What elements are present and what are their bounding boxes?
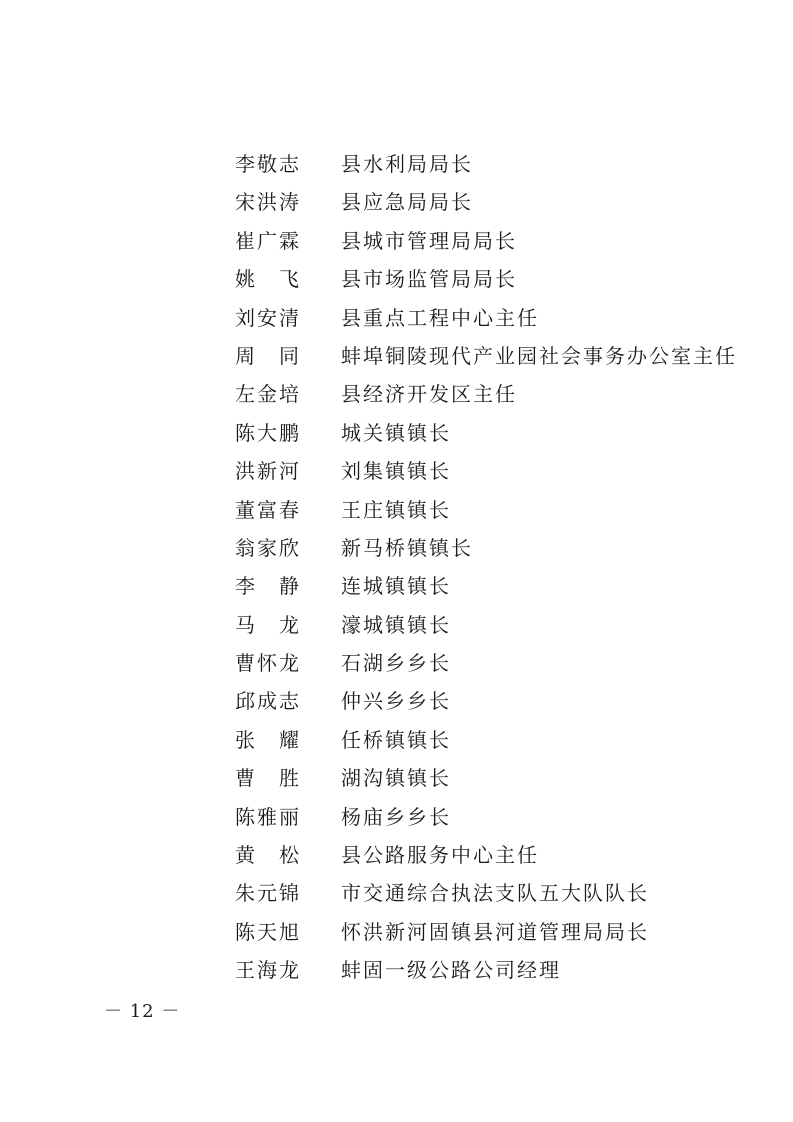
position-title: 县经济开发区主任	[341, 382, 517, 407]
person-name: 马 龙	[235, 612, 299, 637]
list-item	[235, 567, 755, 605]
person-name: 李 静	[235, 574, 299, 599]
position-title: 王庄镇镇长	[341, 497, 451, 522]
person-name: 崔 广 霖	[235, 228, 299, 253]
list-item	[235, 682, 755, 720]
person-name: 陈 天 旭	[235, 919, 299, 944]
position-title: 湖沟镇镇长	[341, 766, 451, 791]
person-name: 周 同	[235, 343, 299, 368]
list-item	[235, 491, 755, 529]
person-name: 曹 怀 龙	[235, 651, 299, 676]
person-name: 黄 松	[235, 843, 299, 868]
position-title: 杨庙乡乡长	[341, 804, 451, 829]
list-item	[235, 145, 755, 183]
list-item	[235, 529, 755, 567]
list-item	[235, 951, 755, 989]
position-title: 蚌固一级公路公司经理	[341, 958, 561, 983]
person-name: 左 金 培	[235, 382, 299, 407]
list-item	[235, 452, 755, 490]
list-item	[235, 913, 755, 951]
list-item	[235, 606, 755, 644]
position-title: 蚌埠铜陵现代产业园社会事务办公室主任	[341, 343, 737, 368]
position-title: 县应急局局长	[341, 190, 473, 215]
position-title: 县重点工程中心主任	[341, 305, 539, 330]
person-name: 刘 安 清	[235, 305, 299, 330]
position-title: 县公路服务中心主任	[341, 843, 539, 868]
position-title: 濠城镇镇长	[341, 612, 451, 637]
position-title: 连城镇镇长	[341, 574, 451, 599]
position-title: 县城市管理局局长	[341, 228, 517, 253]
position-title: 新马桥镇镇长	[341, 535, 473, 560]
list-item	[235, 874, 755, 912]
list-item	[235, 337, 755, 375]
list-item	[235, 644, 755, 682]
position-title: 县市场监管局局长	[341, 267, 517, 292]
position-title: 仲兴乡乡长	[341, 689, 451, 714]
position-title: 刘集镇镇长	[341, 459, 451, 484]
person-name: 王 海 龙	[235, 958, 299, 983]
person-name: 洪 新 河	[235, 459, 299, 484]
personnel-list	[235, 145, 755, 990]
person-name: 朱 元 锦	[235, 881, 299, 906]
position-title: 市交通综合执法支队五大队队长	[341, 881, 649, 906]
list-item	[235, 414, 755, 452]
list-item	[235, 721, 755, 759]
position-title: 怀洪新河固镇县河道管理局局长	[341, 919, 649, 944]
position-title: 任桥镇镇长	[341, 727, 451, 752]
person-name: 宋 洪 涛	[235, 190, 299, 215]
position-title: 县水利局局长	[341, 152, 473, 176]
list-item	[235, 260, 755, 298]
list-item	[235, 299, 755, 337]
person-name: 陈 雅 丽	[235, 804, 299, 829]
list-item	[235, 375, 755, 413]
person-name: 董 富 春	[235, 497, 299, 522]
person-name: 邱 成 志	[235, 689, 299, 714]
list-item	[235, 798, 755, 836]
list-item	[235, 759, 755, 797]
list-item	[235, 836, 755, 874]
list-item	[235, 183, 755, 221]
person-name: 陈 大 鹏	[235, 420, 299, 445]
person-name: 姚 飞	[235, 267, 299, 292]
page-number: － 12 －	[104, 1001, 181, 1022]
position-title: 城关镇镇长	[341, 420, 451, 445]
person-name: 李 敬 志	[235, 152, 299, 176]
list-item	[235, 222, 755, 260]
position-title: 石湖乡乡长	[341, 651, 451, 676]
person-name: 曹 胜	[235, 766, 299, 791]
person-name: 翁 家 欣	[235, 535, 299, 560]
person-name: 张 耀	[235, 727, 299, 752]
